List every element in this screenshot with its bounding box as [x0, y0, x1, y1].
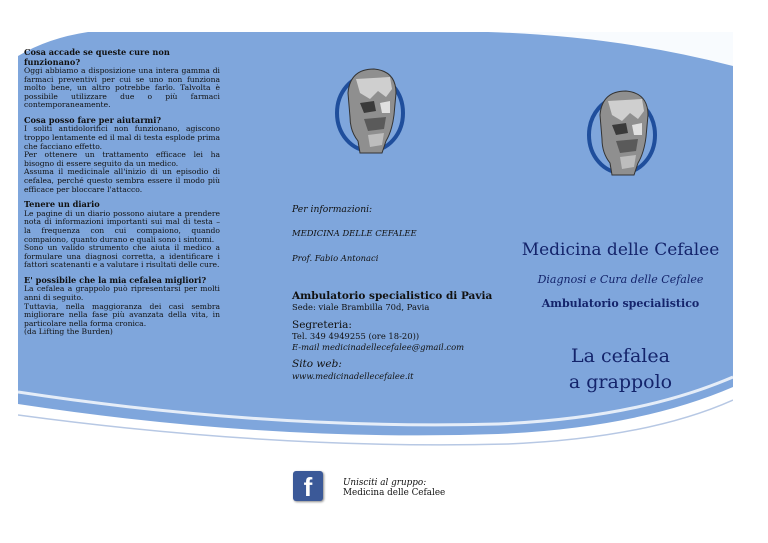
brochure-title: Medicina delle Cefalee: [521, 240, 720, 260]
clinic-heading: Ambulatorio specialistico di Pavia: [292, 290, 493, 302]
facebook-group-text[interactable]: [343, 478, 445, 498]
section-heading: Tenere un diario: [24, 199, 100, 210]
section-heading: E' possibile che la mia cefalea migliori?: [24, 274, 207, 285]
section-body: I soliti antidolorifici non funzionano, agiscono troppo lentamente ed il mal di testa esplode prima che facciano effetto. Per ottenere un trattamento efficace lei ha bisogno di essere seguito da un medico. Assuma il medicinale all'inizio di un episodio di cefalea, perché questo sembra essere il modo più efficace per bloccare l'attacco.: [24, 124, 220, 194]
brochure-subtitle: Diagnosi e Cura delle Cefalee: [537, 273, 704, 286]
phone: Tel. 349 4949255 (ore 18-20)): [292, 331, 420, 341]
group-name: Medicina delle Cefalee: [343, 488, 446, 498]
head-logo-icon: [330, 63, 410, 158]
address: Sede: viale Brambilla 70d, Pavia: [292, 302, 430, 312]
professor-name: Prof. Fabio Antonaci: [292, 253, 379, 263]
section-heading: Cosa accade se queste cure non funzionano?: [24, 47, 170, 67]
section-body: Le pagine di un diario possono aiutare a prendere nota di informazioni importanti sui mal di testa – la frequenza con cui compaiono, quando compaiono, quanto durano e quali sono i sintomi. Sono un valido strumento che aiuta il medico a formulare una diagnosi corretta, a identificare i fattori scatenanti e a valutare i risultati delle cure.: [24, 208, 220, 270]
section-body: Oggi abbiamo a disposizione una intera gamma di farmaci preventivi per cui se uno non funziona molto bene, un altro potrebbe farlo. Talvolta è possibile utilizzare due o più farmaci contemporaneamente.: [24, 66, 220, 110]
web-heading: Sito web:: [292, 358, 342, 370]
join-group-label: Unisciti al gruppo:: [343, 478, 427, 488]
headline-line-1: La cefalea: [571, 345, 670, 367]
secretary-heading: Segreteria:: [292, 319, 352, 331]
head-logo-icon: [582, 85, 662, 180]
info-title: Per informazioni:: [292, 204, 373, 215]
section-body: La cefalea a grappolo può ripresentarsi per molti anni di seguito. Tuttavia, nella maggioranza dei casi sembra migliorare nella fase più avanzata della vita, in particolare nella forma cronica. (da Lifting the Burden): [24, 284, 220, 337]
section-heading: Cosa posso fare per aiutarmi?: [24, 114, 162, 125]
org-name: MEDICINA DELLE CEFALEE: [292, 228, 417, 238]
headline-line-2: a grappolo: [568, 371, 673, 393]
email[interactable]: E-mail medicinadellecefalee@gmail.com: [292, 342, 465, 352]
brochure-subtitle-2: Ambulatorio specialistico: [541, 297, 700, 310]
facebook-icon[interactable]: f: [293, 471, 323, 501]
left-panel: [24, 48, 220, 343]
website-link[interactable]: www.medicinadellecefalee.it: [292, 371, 414, 381]
